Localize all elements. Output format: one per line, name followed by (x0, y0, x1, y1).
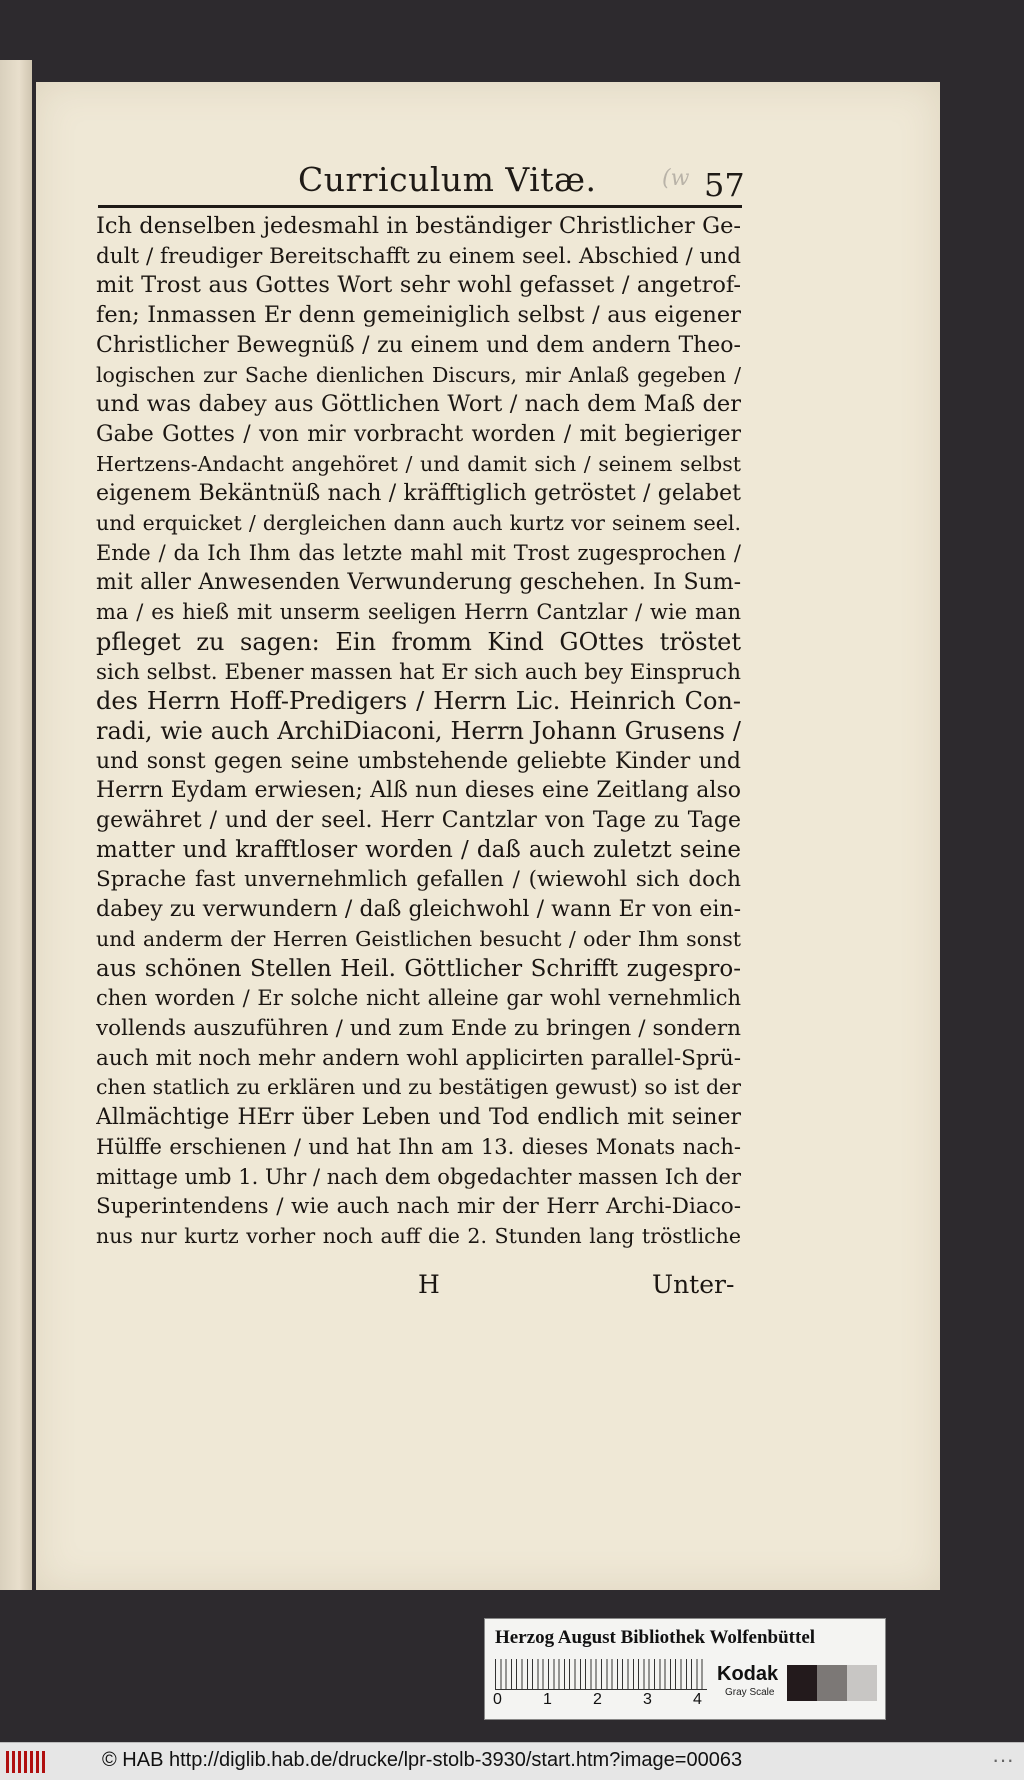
ruler-number: 2 (593, 1691, 602, 1708)
text-line: mit aller Anwesenden Verwunderung geschehen. In Sum- (96, 570, 741, 596)
library-name: Herzog August Bibliothek Wolfenbüttel (495, 1627, 816, 1648)
text-line: und sonst gegen seine umbstehende geliebte Kinder und (96, 748, 741, 774)
running-head: Curriculum Vitæ. (298, 160, 597, 199)
gray-swatch (817, 1665, 847, 1701)
text-line: chen worden / Er solche nicht alleine gar wohl vernehmlich (96, 986, 741, 1011)
text-line: Hertzens-Andacht angehöret / und damit sich / seinem selbst (96, 451, 741, 476)
text-line: aus schönen Stellen Heil. Göttlicher Schrifft zugespro- (96, 955, 741, 982)
catchword: Unter- (652, 1270, 735, 1299)
status-bar (0, 1742, 1024, 1780)
text-line: chen statlich zu erklären und zu bestätigen gewust) so ist der (96, 1075, 741, 1100)
text-line: Allmächtige HErr über Leben und Tod endlich mit seiner (96, 1105, 741, 1131)
text-line: vollends auszuführen / und zum Ende zu bringen / sondern (96, 1015, 741, 1041)
gray-swatch (847, 1665, 877, 1701)
text-line: dabey zu verwundern / daß gleichwohl / wann Er von ein- (96, 897, 741, 923)
text-line: gewähret / und der seel. Herr Cantzlar von Tage zu Tage (96, 808, 741, 834)
text-line: logischen zur Sache dienlichen Discurs, mir Anlaß gegeben / (96, 362, 741, 387)
text-line: mittage umb 1. Uhr / nach dem obgedachter massen Ich der (96, 1164, 741, 1189)
header-rule (98, 205, 742, 208)
copyright-url[interactable]: © HAB http://diglib.hab.de/drucke/lpr-stolb-3930/start.htm?image=00063 (102, 1749, 743, 1771)
text-line: Superintendens / wie auch nach mir der Herr Archi-Diaco- (96, 1194, 741, 1220)
text-line: des Herrn Hoff-Predigers / Herrn Lic. Heinrich Con- (96, 687, 741, 716)
text-line: und erquicket / dergleichen dann auch kurtz vor seinem seel. (96, 511, 741, 536)
ruler-number: 4 (693, 1691, 702, 1708)
text-line: auch mit noch mehr andern wohl applicirten parallel-Sprü- (96, 1045, 741, 1071)
previous-page-edge (0, 60, 32, 1590)
text-line: Ich denselben jedesmahl in beständiger Christlicher Ge- (96, 213, 741, 239)
hab-logo-icon[interactable] (6, 1751, 46, 1773)
text-line: dult / freudiger Bereitschafft zu einem seel. Abschied / und (96, 243, 741, 269)
signature-mark: H (418, 1270, 440, 1299)
text-line: Sprache fast unvernehmlich gefallen / (wiewohl sich doch (96, 867, 741, 893)
text-line: Gabe Gottes / von mir vorbracht worden / mit begieriger (96, 421, 741, 447)
text-line: Hülffe erschienen / und hat Ihn am 13. dieses Monats nach- (96, 1134, 741, 1159)
text-line: Ende / da Ich Ihm das letzte mahl mit Trost zugesprochen / (96, 540, 741, 565)
gray-scale-swatches (787, 1665, 877, 1701)
text-line: pfleget zu sagen: Ein fromm Kind GOttes tröstet (96, 627, 741, 656)
kodak-sublabel: Gray Scale (725, 1687, 775, 1698)
ruler-scale (495, 1659, 707, 1690)
ruler-number: 3 (643, 1691, 652, 1708)
text-line: fen; Inmassen Er denn gemeiniglich selbst / aus eigener (96, 302, 741, 329)
gray-swatch (787, 1665, 817, 1701)
text-line: eigenem Bekäntnüß nach / kräfftiglich getröstet / gelabet (96, 481, 741, 507)
ruler-number: 1 (543, 1691, 552, 1708)
text-line: mit Trost aus Gottes Wort sehr wohl gefasset / angetrof- (96, 272, 741, 299)
text-line: ma / es hieß mit unserm seeligen Herrn Cantzlar / wie man (96, 600, 741, 625)
text-line: nus nur kurtz vorher noch auff die 2. Stunden lang tröstliche (96, 1223, 741, 1248)
body-text (96, 212, 741, 1252)
menu-dots-icon[interactable]: ··· (992, 1747, 1014, 1772)
text-line: und was dabey aus Göttlichen Wort / nach dem Maß der (96, 391, 741, 418)
text-line: sich selbst. Ebener massen hat Er sich auch bey Einspruch (96, 659, 741, 685)
pencil-annotation: (w (662, 166, 690, 191)
ruler-number: 0 (493, 1691, 502, 1708)
text-line: Christlicher Bewegnüß / zu einem und dem andern Theo- (96, 332, 741, 358)
colour-reference-card (484, 1618, 886, 1720)
text-line: matter und krafftloser worden / daß auch zuletzt seine (96, 836, 741, 863)
kodak-label: Kodak (717, 1663, 779, 1685)
page-number: 57 (704, 166, 745, 204)
text-line: Herrn Eydam erwiesen; Alß nun dieses eine Zeitlang also (96, 778, 741, 804)
text-line: und anderm der Herren Geistlichen besucht / oder Ihm sonst (96, 926, 741, 951)
text-line: radi, wie auch ArchiDiaconi, Herrn Johann Grusens / (96, 716, 741, 745)
